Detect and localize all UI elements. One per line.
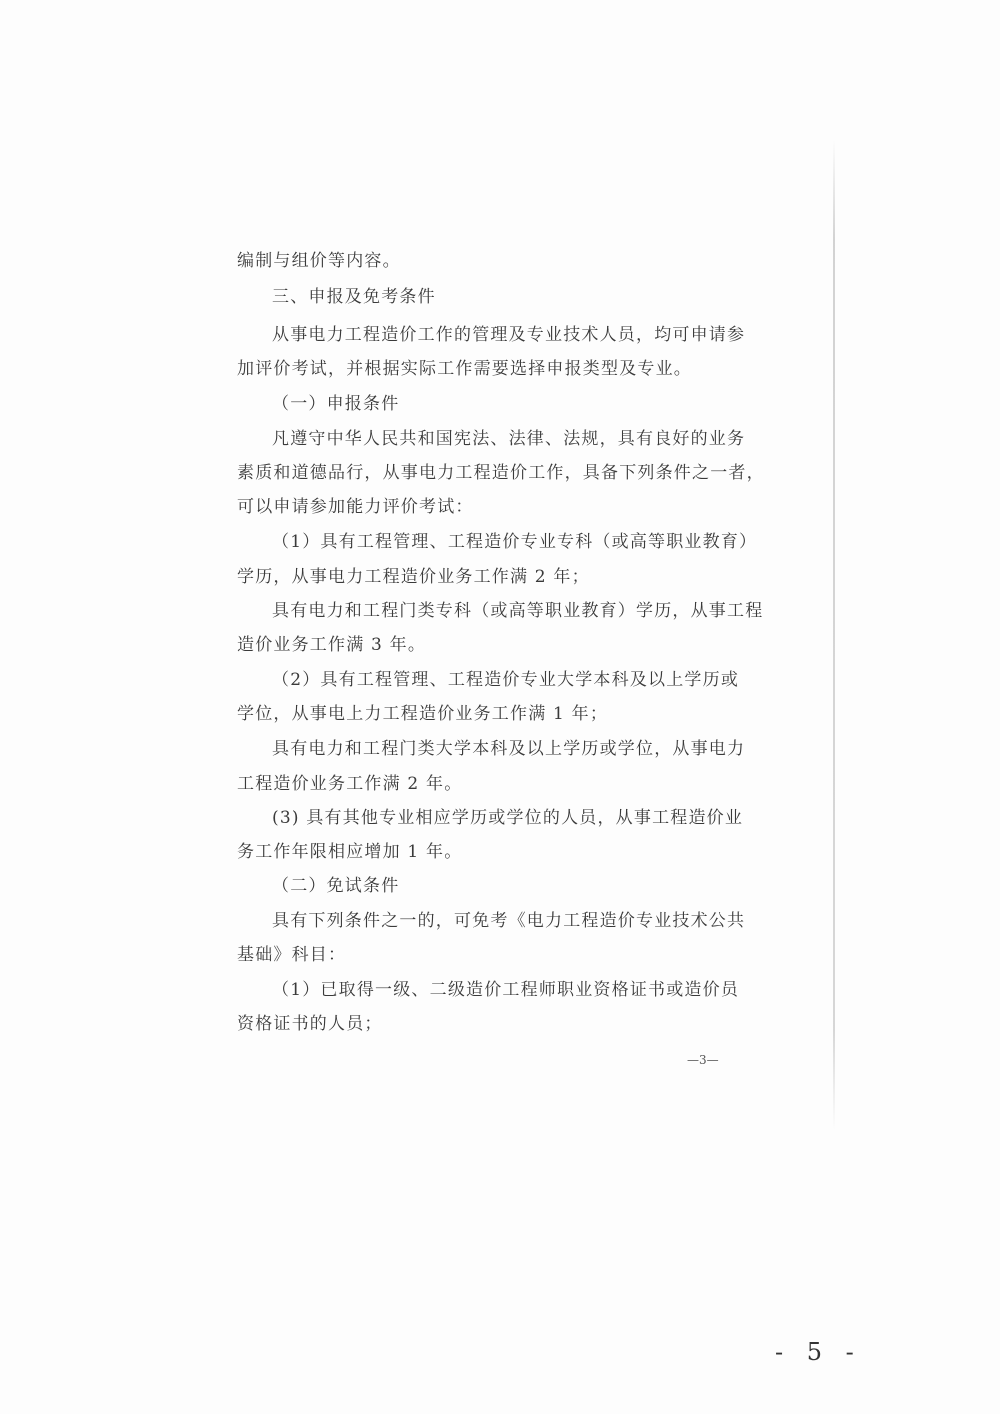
text-line-14: 学位，从事电上力工程造价业务工作满 1 年； bbox=[237, 704, 609, 724]
inner-page-number: —3— bbox=[687, 1053, 719, 1067]
text-line-1: 编制与组价等内容。 bbox=[237, 251, 401, 271]
section-heading-3: 三、申报及免考条件 bbox=[272, 287, 436, 307]
text-line-22: （1）已取得一级、二级造价工程师职业资格证书或造价员 bbox=[272, 980, 740, 1000]
text-line-12: 造价业务工作满 3 年。 bbox=[237, 635, 427, 655]
scan-fold-line bbox=[833, 140, 835, 1130]
text-line-13: （2）具有工程管理、工程造价专业大学本科及以上学历或 bbox=[272, 670, 740, 690]
outer-page-number: - 5 - bbox=[775, 1338, 862, 1366]
text-line-11: 具有电力和工程门类专科（或高等职业教育）学历，从事工程 bbox=[272, 601, 764, 621]
text-line-10: 学历，从事电力工程造价业务工作满 2 年； bbox=[237, 567, 590, 587]
text-line-8: 可以申请参加能力评价考试： bbox=[237, 497, 474, 517]
text-line-23: 资格证书的人员； bbox=[237, 1014, 383, 1034]
text-line-6: 凡遵守中华人民共和国宪法、法律、法规，具有良好的业务 bbox=[272, 429, 746, 449]
text-line-15: 具有电力和工程门类大学本科及以上学历或学位，从事电力 bbox=[272, 739, 746, 759]
text-line-18: 务工作年限相应增加 1 年。 bbox=[237, 842, 463, 862]
subsection-heading-1: （一）申报条件 bbox=[272, 394, 400, 414]
text-line-17: (3) 具有其他专业相应学历或学位的人员，从事工程造价业 bbox=[272, 808, 744, 828]
text-line-21: 基础》科目： bbox=[237, 945, 347, 965]
text-line-16: 工程造价业务工作满 2 年。 bbox=[237, 774, 463, 794]
text-line-3: 从事电力工程造价工作的管理及专业技术人员，均可申请参 bbox=[272, 325, 746, 345]
text-line-9: （1）具有工程管理、工程造价专业专科（或高等职业教育） bbox=[272, 532, 758, 552]
text-line-20: 具有下列条件之一的，可免考《电力工程造价专业技术公共 bbox=[272, 911, 746, 931]
text-line-4: 加评价考试，并根据实际工作需要选择申报类型及专业。 bbox=[237, 359, 692, 379]
subsection-heading-2: （二）免试条件 bbox=[272, 876, 400, 896]
text-line-7: 素质和道德品行，从事电力工程造价工作，具备下列条件之一者， bbox=[237, 463, 765, 483]
